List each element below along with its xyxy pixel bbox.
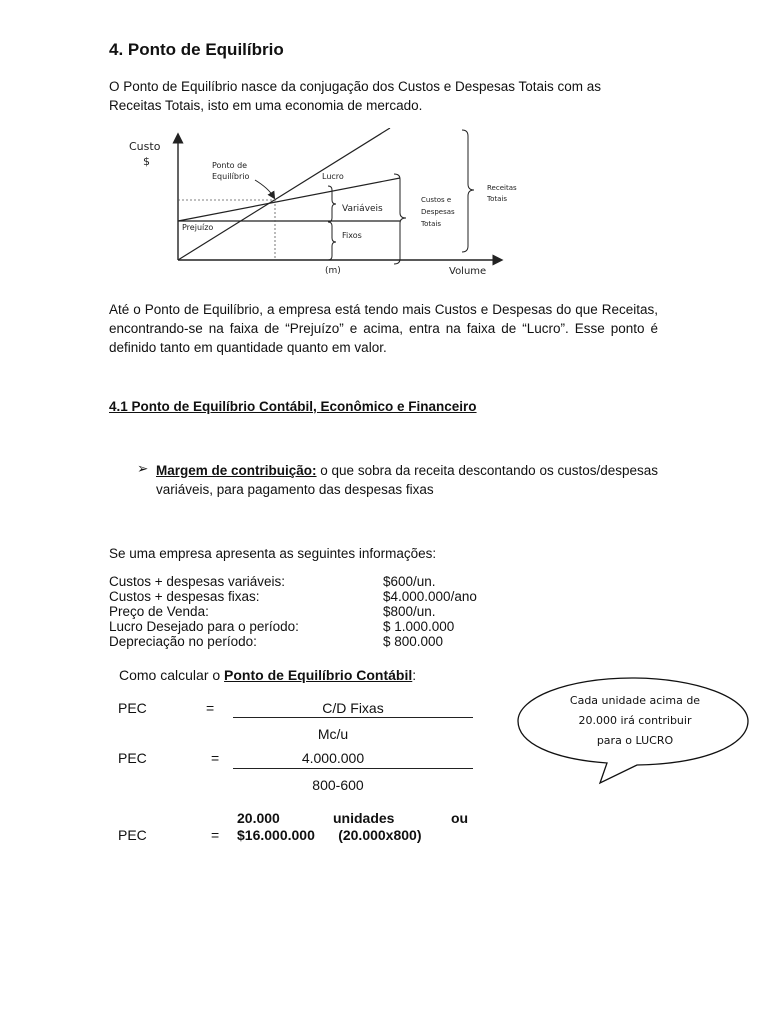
bubble-line: para o LUCRO [596, 734, 674, 747]
subsection-title: 4.1 Ponto de Equilíbrio Contábil, Econômico e Financeiro [109, 399, 477, 414]
total-costs-brace [394, 174, 406, 264]
info-row-value: $800/un. [383, 604, 436, 619]
contribution-margin-term: Margem de contribuição: [156, 463, 317, 478]
y-axis-unit: $ [143, 155, 150, 168]
equals-sign: = [211, 827, 220, 843]
pec-label: PEC [118, 827, 147, 843]
result-units: 20.000 [237, 810, 280, 826]
breakeven-explanation: Até o Ponto de Equilíbrio, a empresa está tendo mais Custos e Despesas do que Receitas, encontrando-se na faixa de “Prejuízo” e acima, entra na faixa de “Lucro”. Esse ponto é definido tanto em quantidade quanto em valor. [109, 302, 658, 355]
total-revenue-label-2: Totais [487, 195, 507, 203]
total-revenue-brace [462, 130, 474, 252]
y-axis-label: Custo [129, 140, 161, 153]
total-costs-label-3: Totais [421, 220, 441, 228]
equals-sign: = [211, 750, 220, 766]
loss-label: Prejuízo [182, 223, 214, 232]
info-row-label: Custos + despesas variáveis: [109, 574, 285, 589]
result-units-word: unidades [333, 810, 395, 826]
result-value: $16.000.000 (20.000x800) [237, 827, 422, 843]
info-row-value: $ 1.000.000 [383, 619, 455, 634]
calc-intro [119, 667, 416, 683]
info-row-value: $600/un. [383, 574, 436, 589]
calc-intro-suffix: : [412, 667, 417, 683]
info-row-label: Custos + despesas fixas: [109, 589, 260, 604]
calc-intro-prefix: Como calcular o [119, 667, 225, 683]
bubble-line: Cada unidade acima de [569, 694, 701, 707]
bullet-arrow-icon: ➢ [137, 461, 149, 476]
info-row-value: $4.000.000/ano [383, 589, 477, 604]
formula-numerator-value: 4.000.000 [301, 750, 365, 766]
info-row-label: Depreciação no período: [109, 634, 257, 649]
formula-denominator: Mc/u [317, 726, 349, 742]
breakeven-label-2: Equilíbrio [212, 172, 250, 181]
breakeven-chart [120, 128, 520, 280]
intro-paragraph: O Ponto de Equilíbrio nasce da conjugação dos Custos e Despesas Totais com as Receitas Totais, isto em uma economia de mercado. [109, 79, 602, 113]
formula-denominator-value: 800-600 [312, 777, 364, 793]
contribution-margin-definition [156, 461, 658, 499]
section-title: 4. Ponto de Equilíbrio [109, 40, 284, 59]
pec-label: PEC [118, 750, 147, 766]
formula-numerator: C/D Fixas [322, 700, 384, 716]
contribution-margin-text: o que sobra da receita descontando os custos/despesas variáveis, para pagamento das despesas fixas [156, 463, 659, 497]
total-cost-line [178, 178, 400, 221]
total-revenue-label: Receitas [487, 184, 517, 192]
breakeven-arrow [255, 180, 273, 196]
breakeven-label: Ponto de [212, 161, 248, 170]
result-or: ou [451, 810, 469, 826]
total-costs-label: Custos e [421, 196, 452, 204]
x-marker-label: (m) [325, 266, 341, 276]
equals-sign: = [206, 700, 215, 716]
calc-intro-term: Ponto de Equilíbrio Contábil [224, 667, 413, 683]
info-row-label: Lucro Desejado para o período: [109, 619, 299, 634]
profit-label: Lucro [322, 172, 344, 181]
revenue-line [178, 128, 390, 260]
info-row-label: Preço de Venda: [109, 604, 209, 619]
total-costs-label-2: Despesas [421, 208, 455, 216]
fraction-bar [233, 717, 473, 718]
variable-label: Variáveis [342, 204, 383, 214]
info-intro: Se uma empresa apresenta as seguintes informações: [109, 546, 437, 561]
pec-label: PEC [118, 700, 147, 716]
fixed-label: Fixos [342, 231, 362, 240]
fraction-bar [233, 768, 473, 769]
fixed-brace [328, 222, 336, 260]
speech-bubble-text [545, 691, 725, 751]
x-axis-label: Volume [449, 266, 487, 277]
info-row-value: $ 800.000 [383, 634, 444, 649]
bubble-line: 20.000 irá contribuir [578, 714, 692, 727]
